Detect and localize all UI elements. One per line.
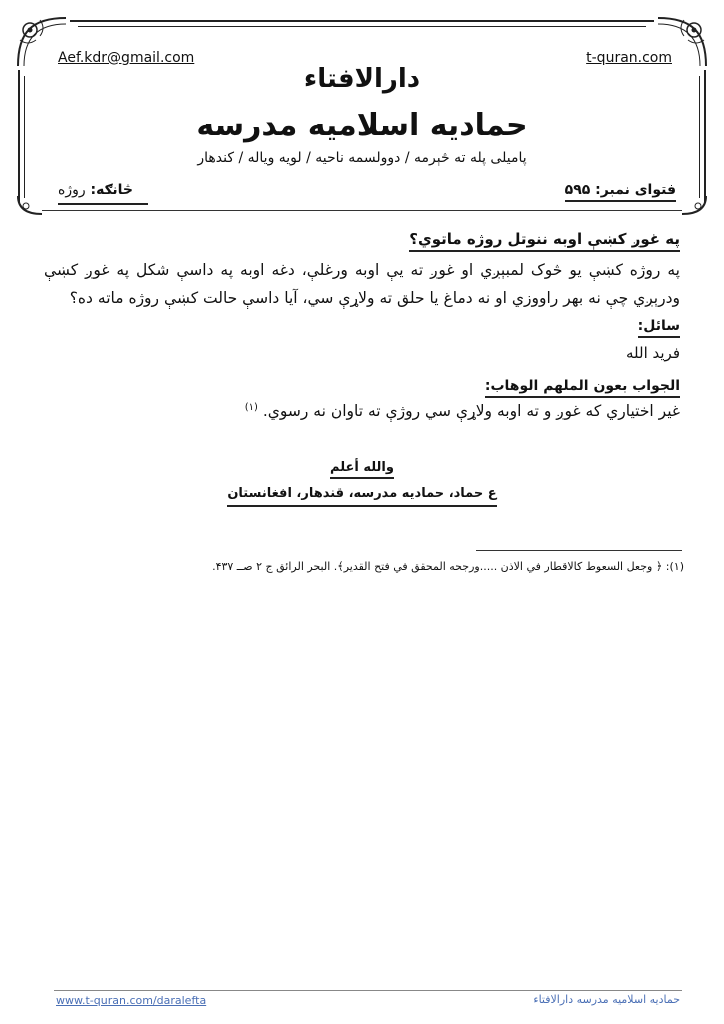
- footnote-rule: [476, 550, 682, 551]
- asker-label-text: سائل:: [638, 318, 680, 338]
- category: [58, 182, 133, 198]
- asker-name: فرید الله: [625, 344, 680, 362]
- frame-top-line: [70, 20, 654, 22]
- answer-label: [44, 378, 680, 394]
- footer-rule: [54, 990, 682, 991]
- ornament-bottom-right-icon: [678, 196, 712, 218]
- website-link[interactable]: t-quran.com: [586, 50, 672, 66]
- footer-link[interactable]: www.t-quran.com/daralefta: [56, 994, 207, 1007]
- question-body: په روژه کښې یو څوک لمبېږي او غوږ ته یې اوبه ورغلې، دغه اوبه په داسې شکل په غوږ کښې ودرېږي چې نه بهر راووزي او نه دماغ یا حلق ته ولاړې سي، آیا داسې حالت کښې روژه ماته ده؟: [44, 261, 680, 307]
- answer-ref-mark[interactable]: (۱): [244, 402, 258, 413]
- question-title: [44, 230, 680, 248]
- answer-label-text: الجواب بعون الملهم الوهاب:: [485, 378, 680, 398]
- category-value: روژه: [58, 182, 86, 198]
- allahu-alam-text: والله أعلم: [330, 460, 394, 479]
- header-address: پامیلی پله ته څېرمه / دوولسمه ناحیه / لویه ویاله / کندهار: [197, 150, 527, 166]
- answer-text: [44, 402, 680, 420]
- header-title-main: حمادیه اسلامیه مدرسه: [196, 108, 528, 143]
- category-underline: [58, 203, 148, 205]
- signature-text: ع حماد، حمادیه مدرسه، قندهار، افغانستان: [227, 486, 496, 507]
- category-label: څانګه:: [90, 182, 133, 198]
- footer-org-name: حمادیه اسلامیه مدرسه دارالافتاء: [533, 993, 680, 1006]
- answer-body: غیر اختیاري که غوږ و ته اوبه ولاړې سي روژې ته تاوان نه رسوي.: [262, 402, 680, 421]
- frame-top-line-inner: [78, 26, 646, 27]
- question-title-text: په غوږ کښې اوبه ننوتل روژه ماتوي؟: [409, 230, 680, 252]
- header-title-top: دارالافتاء: [303, 64, 421, 94]
- allahu-alam: [0, 460, 724, 475]
- email-link[interactable]: Aef.kdr@gmail.com: [58, 50, 195, 66]
- ornament-bottom-left-icon: [12, 196, 46, 218]
- asker-label: [44, 318, 680, 334]
- signature: [0, 486, 724, 501]
- footnote: (۱): ﴿ وجعل السعوط كالاقطار في الاذن .....ورجحه المحقق في فتح القدير﴾. البحر الرائق ج ۲ صــ ۴۳۷.: [212, 560, 684, 573]
- header-divider: [42, 210, 682, 211]
- fatwa-number: فتوای نمبر: ۵۹۵: [565, 182, 676, 202]
